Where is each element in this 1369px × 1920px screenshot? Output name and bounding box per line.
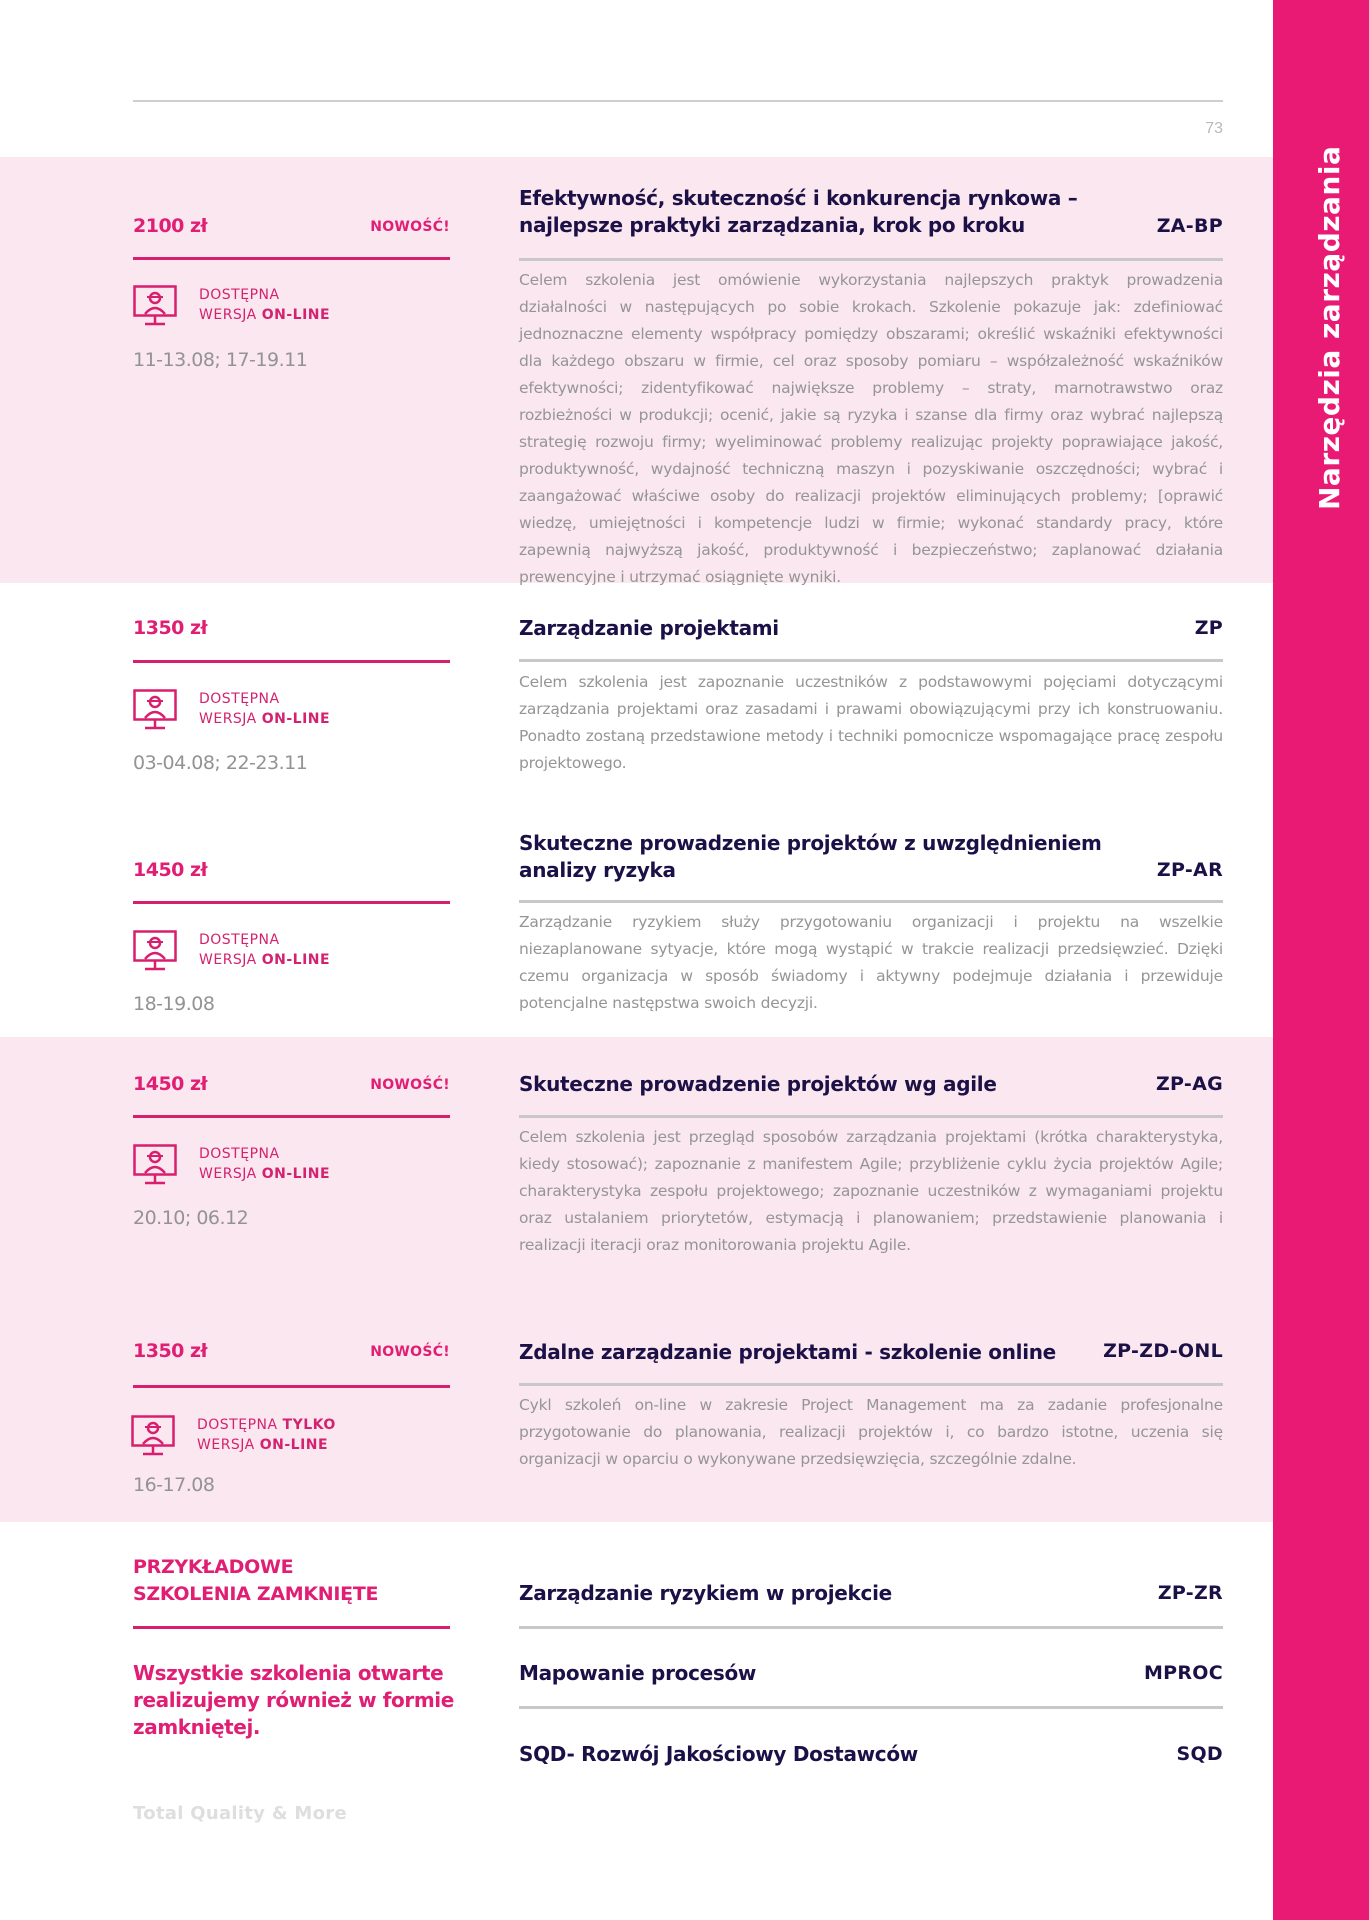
course-description: Celem szkolenia jest przegląd sposobów zarządzania projektami (krótka charakterystyka, kiedy stosować); zapoznanie z manifestem Agile; przybliżenie cyklu życia projektów Agile; charakterystyka zespołu projektowego; zapoznanie uczestników z wymaganiami projektu oraz ustalaniem priorytetów, estymacją i planowaniem; przedstawienie planowania i realizacji iteracji oraz monitorowania projektu Agile. [519, 1128, 1223, 1254]
course-price: 1350 zł [133, 617, 208, 639]
online-label-line1: DOSTĘPNA [199, 287, 280, 303]
closed-training-code: ZP-ZR [1157, 1582, 1223, 1604]
course-entry [0, 1297, 1273, 1522]
title-divider [519, 1383, 1223, 1386]
course-code: ZP-AG [1155, 1073, 1223, 1095]
online-label [199, 930, 330, 970]
online-label-bold: ON-LINE [261, 711, 331, 727]
online-label-prefix: WERSJA [199, 1166, 262, 1182]
closed-training-item [519, 1742, 1223, 1822]
course-title: Zdalne zarządzanie projektami - szkolenie online [519, 1340, 1056, 1364]
online-label-prefix: WERSJA [197, 1437, 260, 1453]
course-meta [133, 583, 450, 813]
closed-training-title: SQD- Rozwój Jakościowy Dostawców [519, 1742, 918, 1766]
closed-item-divider [519, 1626, 1223, 1629]
online-availability [133, 283, 450, 329]
course-entry [0, 583, 1273, 813]
course-code: ZP-AR [1156, 859, 1223, 881]
closed-trainings-note: Wszystkie szkolenia otwarte realizujemy również w formie zamkniętej. [133, 1661, 454, 1739]
course-meta [133, 1297, 450, 1522]
closed-heading-line2: SZKOLENIA ZAMKNIĘTE [133, 1583, 379, 1605]
online-only-bold: TYLKO [282, 1417, 336, 1433]
course-content [519, 157, 1223, 586]
online-label-line1: DOSTĘPNA [199, 932, 280, 948]
top-divider [133, 100, 1223, 102]
course-description: Zarządzanie ryzykiem służy przygotowaniu organizacji i projektu na wszelkie niezaplanowane sytyacje, które mogą wystąpić w trakcie realizacji przedsięwzieć. Dzięki czemu organizacja w sposób świadomy i aktywny podejmuje działania i przewiduje potencjalne następstwa swoich decyzji. [519, 913, 1223, 1012]
price-divider [133, 257, 450, 260]
monitor-user-icon [133, 1144, 177, 1186]
price-divider [133, 660, 450, 663]
course-dates: 03-04.08; 22-23.11 [133, 752, 308, 774]
course-entry [0, 813, 1273, 1037]
price-divider [133, 901, 450, 904]
monitor-user-icon [133, 285, 177, 327]
price-divider [133, 1115, 450, 1118]
closed-training-code: SQD [1176, 1743, 1223, 1765]
course-price: 2100 zł [133, 215, 208, 237]
course-dates: 20.10; 06.12 [133, 1207, 249, 1229]
course-price: 1350 zł [133, 1340, 208, 1362]
closed-heading-divider [133, 1626, 450, 1629]
online-availability [131, 1413, 448, 1459]
course-content [519, 1037, 1223, 1297]
online-label-prefix: WERSJA [199, 307, 262, 323]
title-divider [519, 258, 1223, 261]
course-code: ZP [1194, 617, 1223, 639]
course-entry [0, 1037, 1273, 1297]
online-label-bold: ON-LINE [259, 1437, 329, 1453]
online-label [199, 1144, 330, 1184]
closed-training-item [519, 1581, 1223, 1661]
online-label-bold: ON-LINE [261, 952, 331, 968]
online-only-prefix: DOSTĘPNA [197, 1417, 283, 1433]
course-content [519, 813, 1223, 1037]
course-title: Efektywność, skuteczność i konkurencja rynkowa – najlepsze praktyki zarządzania, krok po kroku [519, 186, 1078, 237]
closed-training-title: Mapowanie procesów [519, 1661, 757, 1685]
closed-training-title: Zarządzanie ryzykiem w projekcie [519, 1581, 892, 1605]
online-label-prefix: WERSJA [199, 952, 262, 968]
monitor-user-icon [133, 930, 177, 972]
course-code: ZA-BP [1156, 215, 1223, 237]
course-title: Zarządzanie projektami [519, 616, 779, 640]
monitor-user-icon [131, 1415, 175, 1457]
new-badge: NOWOŚĆ! [370, 1077, 450, 1093]
online-availability [133, 687, 450, 733]
course-entry [0, 157, 1273, 586]
online-label-line1: DOSTĘPNA [199, 1146, 280, 1162]
closed-trainings-heading [133, 1554, 378, 1608]
new-badge: NOWOŚĆ! [370, 219, 450, 235]
online-label-line1: DOSTĘPNA [199, 691, 280, 707]
course-code: ZP-ZD-ONL [1103, 1340, 1223, 1362]
course-title: Skuteczne prowadzenie projektów wg agile [519, 1072, 997, 1096]
online-label [199, 689, 330, 729]
online-availability [133, 928, 450, 974]
course-meta [133, 813, 450, 1037]
sidebar-title-text: Narzędzia zarządzania [1313, 145, 1346, 510]
title-divider [519, 659, 1223, 662]
online-label [199, 285, 330, 325]
closed-training-item [519, 1661, 1223, 1741]
course-meta [133, 1037, 450, 1297]
course-description: Cykl szkoleń on-line w zakresie Project Management ma za zadanie profesjonalne przygotowanie do planowania, realizacji projektów i, co bardzo istotne, uczenia się organizacji w oparciu o wykonywane przedsięwzięcia, szczególnie zdalne. [519, 1396, 1223, 1468]
online-label-bold: ON-LINE [261, 1166, 331, 1182]
monitor-user-icon [133, 689, 177, 731]
course-content [519, 1297, 1223, 1522]
page-number: 73 [1205, 120, 1223, 137]
course-price: 1450 zł [133, 859, 208, 881]
price-divider [133, 1385, 450, 1388]
course-dates: 16-17.08 [133, 1474, 215, 1496]
course-price: 1450 zł [133, 1073, 208, 1095]
course-meta [133, 157, 450, 583]
sidebar-title [1313, 145, 1353, 530]
closed-training-code: MPROC [1143, 1662, 1223, 1684]
footer-brand: Total Quality & More [133, 1803, 347, 1824]
course-description: Celem szkolenia jest zapoznanie uczestników z podstawowymi pojęciami dotyczącymi zarządzania projektami oraz zasadami i prawami obowiązującymi przy ich konstruowaniu. Ponadto zostaną przedstawione metody i techniki pomocnicze wspomagające pracę zespołu projektowego. [519, 673, 1223, 772]
course-description: Celem szkolenia jest omówienie wykorzystania najlepszych praktyk prowadzenia działalności w następujących po sobie krokach. Szkolenie pokazuje jak: zdefiniować jednoznaczne elementy współpracy pomiędzy obszarami; określić wskaźniki efektywności dla każdego obszaru w firmie, cel oraz sposoby pomiaru – współzależność wskaźników efektywności; zidentyfikować największe problemy – straty, marnotrawstwo oraz rozbieżności w produkcji; ocenić, jakie są ryzyka i szanse dla firmy oraz wybrać najlepszą strategię rozwoju firmy; wyeliminować problemy realizując projekty poprawiające jakość, produktywność, wydajność techniczną maszyn i pozyskiwanie oszczędności; wybrać i zaangażować właściwe osoby do realizacji projektów eliminujących problemy; [oprawić wiedzę, umiejętności i kompetencje ludzi w firmie; wykonać standardy pracy, które zapewnią najwyższą jakość, produktywność i bezpieczeństwo; zaplanować działania prewencyjne i utrzymać osiągnięte wyniki. [519, 271, 1223, 586]
online-label [197, 1415, 336, 1455]
course-dates: 18-19.08 [133, 993, 215, 1015]
course-dates: 11-13.08; 17-19.11 [133, 349, 308, 371]
title-divider [519, 1115, 1223, 1118]
online-label-prefix: WERSJA [199, 711, 262, 727]
course-content [519, 583, 1223, 813]
online-label-bold: ON-LINE [261, 307, 331, 323]
closed-item-divider [519, 1706, 1223, 1709]
closed-heading-line1: PRZYKŁADOWE [133, 1556, 294, 1578]
title-divider [519, 900, 1223, 903]
new-badge: NOWOŚĆ! [370, 1344, 450, 1360]
course-title: Skuteczne prowadzenie projektów z uwzględnieniem analizy ryzyka [519, 831, 1102, 882]
online-availability [133, 1142, 450, 1188]
